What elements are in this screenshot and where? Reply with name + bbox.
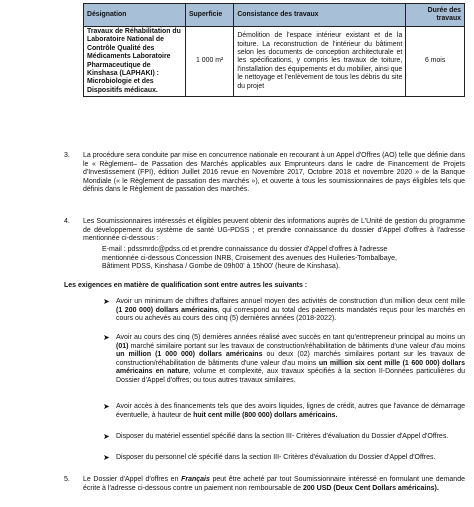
section-5-number: 5.	[64, 476, 70, 483]
section-3-number: 3.	[64, 152, 70, 159]
address-line: E-mail : pdssmrdc@pdss.cd et prendre connaissance du dossier d'Appel d'offres à l'adresse	[102, 246, 388, 253]
address-line: mentionnée ci-dessous Concession INRB, Croisement des avenues des Huileries-Tombalbaye,	[102, 254, 397, 262]
header-duree: Durée des travaux	[406, 4, 465, 27]
section-3-text: La procédure sera conduite par mise en concurrence nationale en recourant à un Appel d'Offres (AO) telle que définie dans le « Règlement– de Passation des Marchés applicables aux Emprunteurs dans le cadre de Financement de Projets d'Investissement (FPI), édition Juillet 2016 revue en Novembre 2017, Octobre 2018 et novembre 2020 » de la Banque Mondiale (« le Règlement de passation des marchés »), et ouverte à tous les soumissionnaires de pays éligibles tels que définis dans le Règlement de passation des marchés.	[83, 152, 465, 194]
header-superficie: Superficie	[185, 4, 233, 27]
cell-superficie: 1 000 m²	[185, 27, 233, 97]
table-header-row	[84, 4, 465, 27]
arrow-bullet-icon: ➤	[103, 402, 110, 411]
cell-designation: Travaux de Réhabilitation du Laboratoire National de Contrôle Qualité des Médicaments Laboratoire Pharmaceutique de Kinshasa (LAPHAKI) : Microbiologie et des Dispositifs médicaux.	[84, 27, 186, 97]
works-table	[83, 3, 465, 97]
requirement-equipment: Disposer du matériel essentiel spécifié dans la section III- Critères d'évaluation du Dossier d'Appel d'Offres.	[116, 433, 449, 440]
table-row	[84, 27, 465, 97]
header-designation: Désignation	[84, 4, 186, 27]
section-4-number: 4.	[64, 218, 70, 225]
section-5-text: Le Dossier d'Appel d'offres en Français peut être acheté par tout Soumissionnaire intéressé en formulant une demande écrite à l'adresse ci-dessous contre un paiement non remboursable de 200 USD (Deux Cent Dollars américains).	[83, 476, 465, 492]
requirement-financing: Avoir accès à des financements tels que des avoirs liquides, lignes de crédit, autres que l'avance de démarrage éventuelle, à hauteur de huit cent mille (800 000) dollars américains.	[116, 403, 465, 419]
section-4-text: Les Soumissionnaires intéressés et éligibles peuvent obtenir des informations auprès de L'Unité de gestion du programme de développement du système de santé UG-PDSS ; et prendre connaissance du dossier d'Appel d'offres à l'adresse mentionnée ci-dessous :	[83, 218, 465, 243]
arrow-bullet-icon: ➤	[103, 333, 110, 342]
section-4-address	[102, 246, 465, 272]
address-line: Bâtiment PDSS, Kinshasa / Gombe de 09h00' à 15h00' (heure de Kinshasa).	[102, 263, 341, 271]
arrow-bullet-icon: ➤	[103, 297, 110, 306]
cell-consistance: Démolition de l'espace intérieur existant et de la toiture. La reconstruction de l'intérieur du bâtiment selon les documents de conception architecturale et les spécifications, y compris les travaux de toiture, l'installation des équipements et du mobilier, ainsi que le nettoyage et l'enlèvement de tous les débris du site du projet	[234, 27, 406, 97]
requirement-turnover: Avoir un minimum de chiffres d'affaires annuel moyen des activités de construction d'un million deux cent mille (1 200 000) dollars américains, qui correspond au total des paiements mandatés reçus pour les marchés en cours ou achevés au cours des cinq (5) dernières années (2018-2022).	[116, 298, 465, 323]
cell-duree: 6 mois	[406, 27, 465, 97]
requirement-experience: Avoir au cours des cinq (5) dernières années réalisé avec succès en tant qu'entrepreneur principal au moins un (01) marché similaire portant sur les travaux de construction/réhabilitation de bâtiments d'une valeur d'au moins un million (1 000 000) dollars américains ou deux (02) marchés similaires portant sur les travaux de construction/réhabilitation de bâtiments d'une valeur d'au moins un million six cent mille (1 600 000) dollars américains en nature, volume et complexité, aux travaux spécifiés à la section II-Données particulières du Dossier d'Appel d'offres; ou tous autres travaux similaires.	[116, 334, 466, 384]
requirement-personnel: Disposer du personnel clé spécifié dans la section III- Critères d'évaluation du Dossier d'Appel d'Offres.	[116, 454, 436, 461]
arrow-bullet-icon: ➤	[103, 453, 110, 462]
arrow-bullet-icon: ➤	[103, 432, 110, 441]
header-consistance: Consistance des travaux	[234, 4, 406, 27]
qualification-heading: Les exigences en matière de qualification sont entre autres les suivants :	[64, 282, 308, 289]
